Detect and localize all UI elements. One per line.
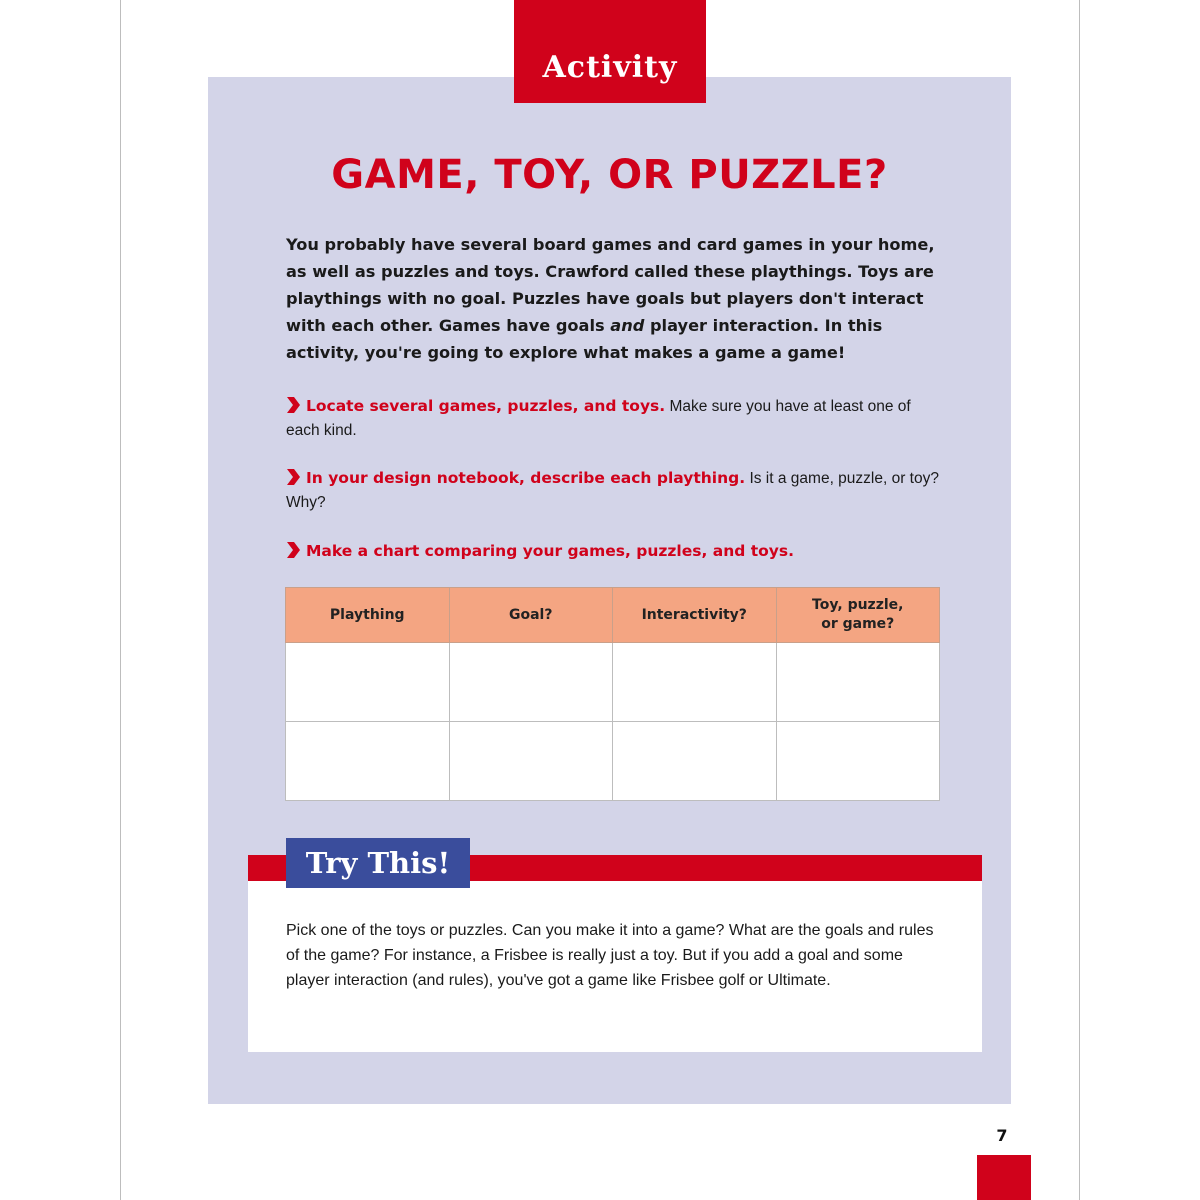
page-edge-left (120, 0, 121, 1200)
table-cell (613, 643, 777, 722)
header-type (776, 588, 940, 643)
comparison-chart (285, 587, 940, 801)
step-2 (286, 466, 946, 515)
step-1-lead: Locate several games, puzzles, and toys. (306, 397, 666, 415)
table-row (286, 643, 940, 722)
header-type-label: Toy, puzzle, or game? (812, 597, 904, 632)
intro-part-1: You probably have several board games and card games in your home, as well as puzzles and toys. Crawford called these playthings. Toys are playthings with no goal. Puzzles have goals but players don't interact with each other. Games have goals (286, 235, 935, 335)
table-cell (776, 722, 940, 801)
step-2-text: Is it a game, puzzle, or toy? Why? (286, 470, 939, 511)
table-cell (286, 643, 450, 722)
step-2-lead: In your design notebook, describe each plaything. (306, 469, 746, 487)
table-cell (286, 722, 450, 801)
table-cell (776, 643, 940, 722)
page-number: 7 (996, 1126, 1008, 1145)
try-this-label: Try This! (286, 838, 470, 890)
header-interactivity: Interactivity? (613, 588, 777, 643)
try-this-text: Pick one of the toys or puzzles. Can you make it into a game? What are the goals and rules of the game? For instance, a Frisbee is really just a toy. But if you add a goal and some player interaction (and rules), you've got a game like Frisbee golf or Ultimate. (286, 922, 934, 989)
table-row (286, 722, 940, 801)
intro-emphasis: and (610, 316, 645, 335)
step-3-lead: Make a chart comparing your games, puzzles, and toys. (306, 542, 795, 560)
header-plaything: Plaything (286, 588, 450, 643)
activity-tab: Activity (514, 0, 706, 103)
chevron-right-icon (286, 542, 300, 558)
header-goal: Goal? (449, 588, 613, 643)
step-1-text: Make sure you have at least one of each kind. (286, 398, 911, 439)
step-1 (286, 394, 946, 443)
chart-header-row (286, 588, 940, 643)
page-edge-right (1079, 0, 1080, 1200)
chevron-right-icon (286, 397, 300, 413)
table-cell (613, 722, 777, 801)
page-title: GAME, TOY, OR PUZZLE? (331, 152, 888, 198)
step-3 (286, 539, 946, 564)
chevron-right-icon (286, 469, 300, 485)
intro-part-2: player interaction. In this activity, you're going to explore what makes a game a game! (286, 316, 883, 362)
table-cell (449, 643, 613, 722)
table-cell (449, 722, 613, 801)
page-corner-tab (977, 1155, 1031, 1200)
intro-paragraph (286, 231, 946, 366)
